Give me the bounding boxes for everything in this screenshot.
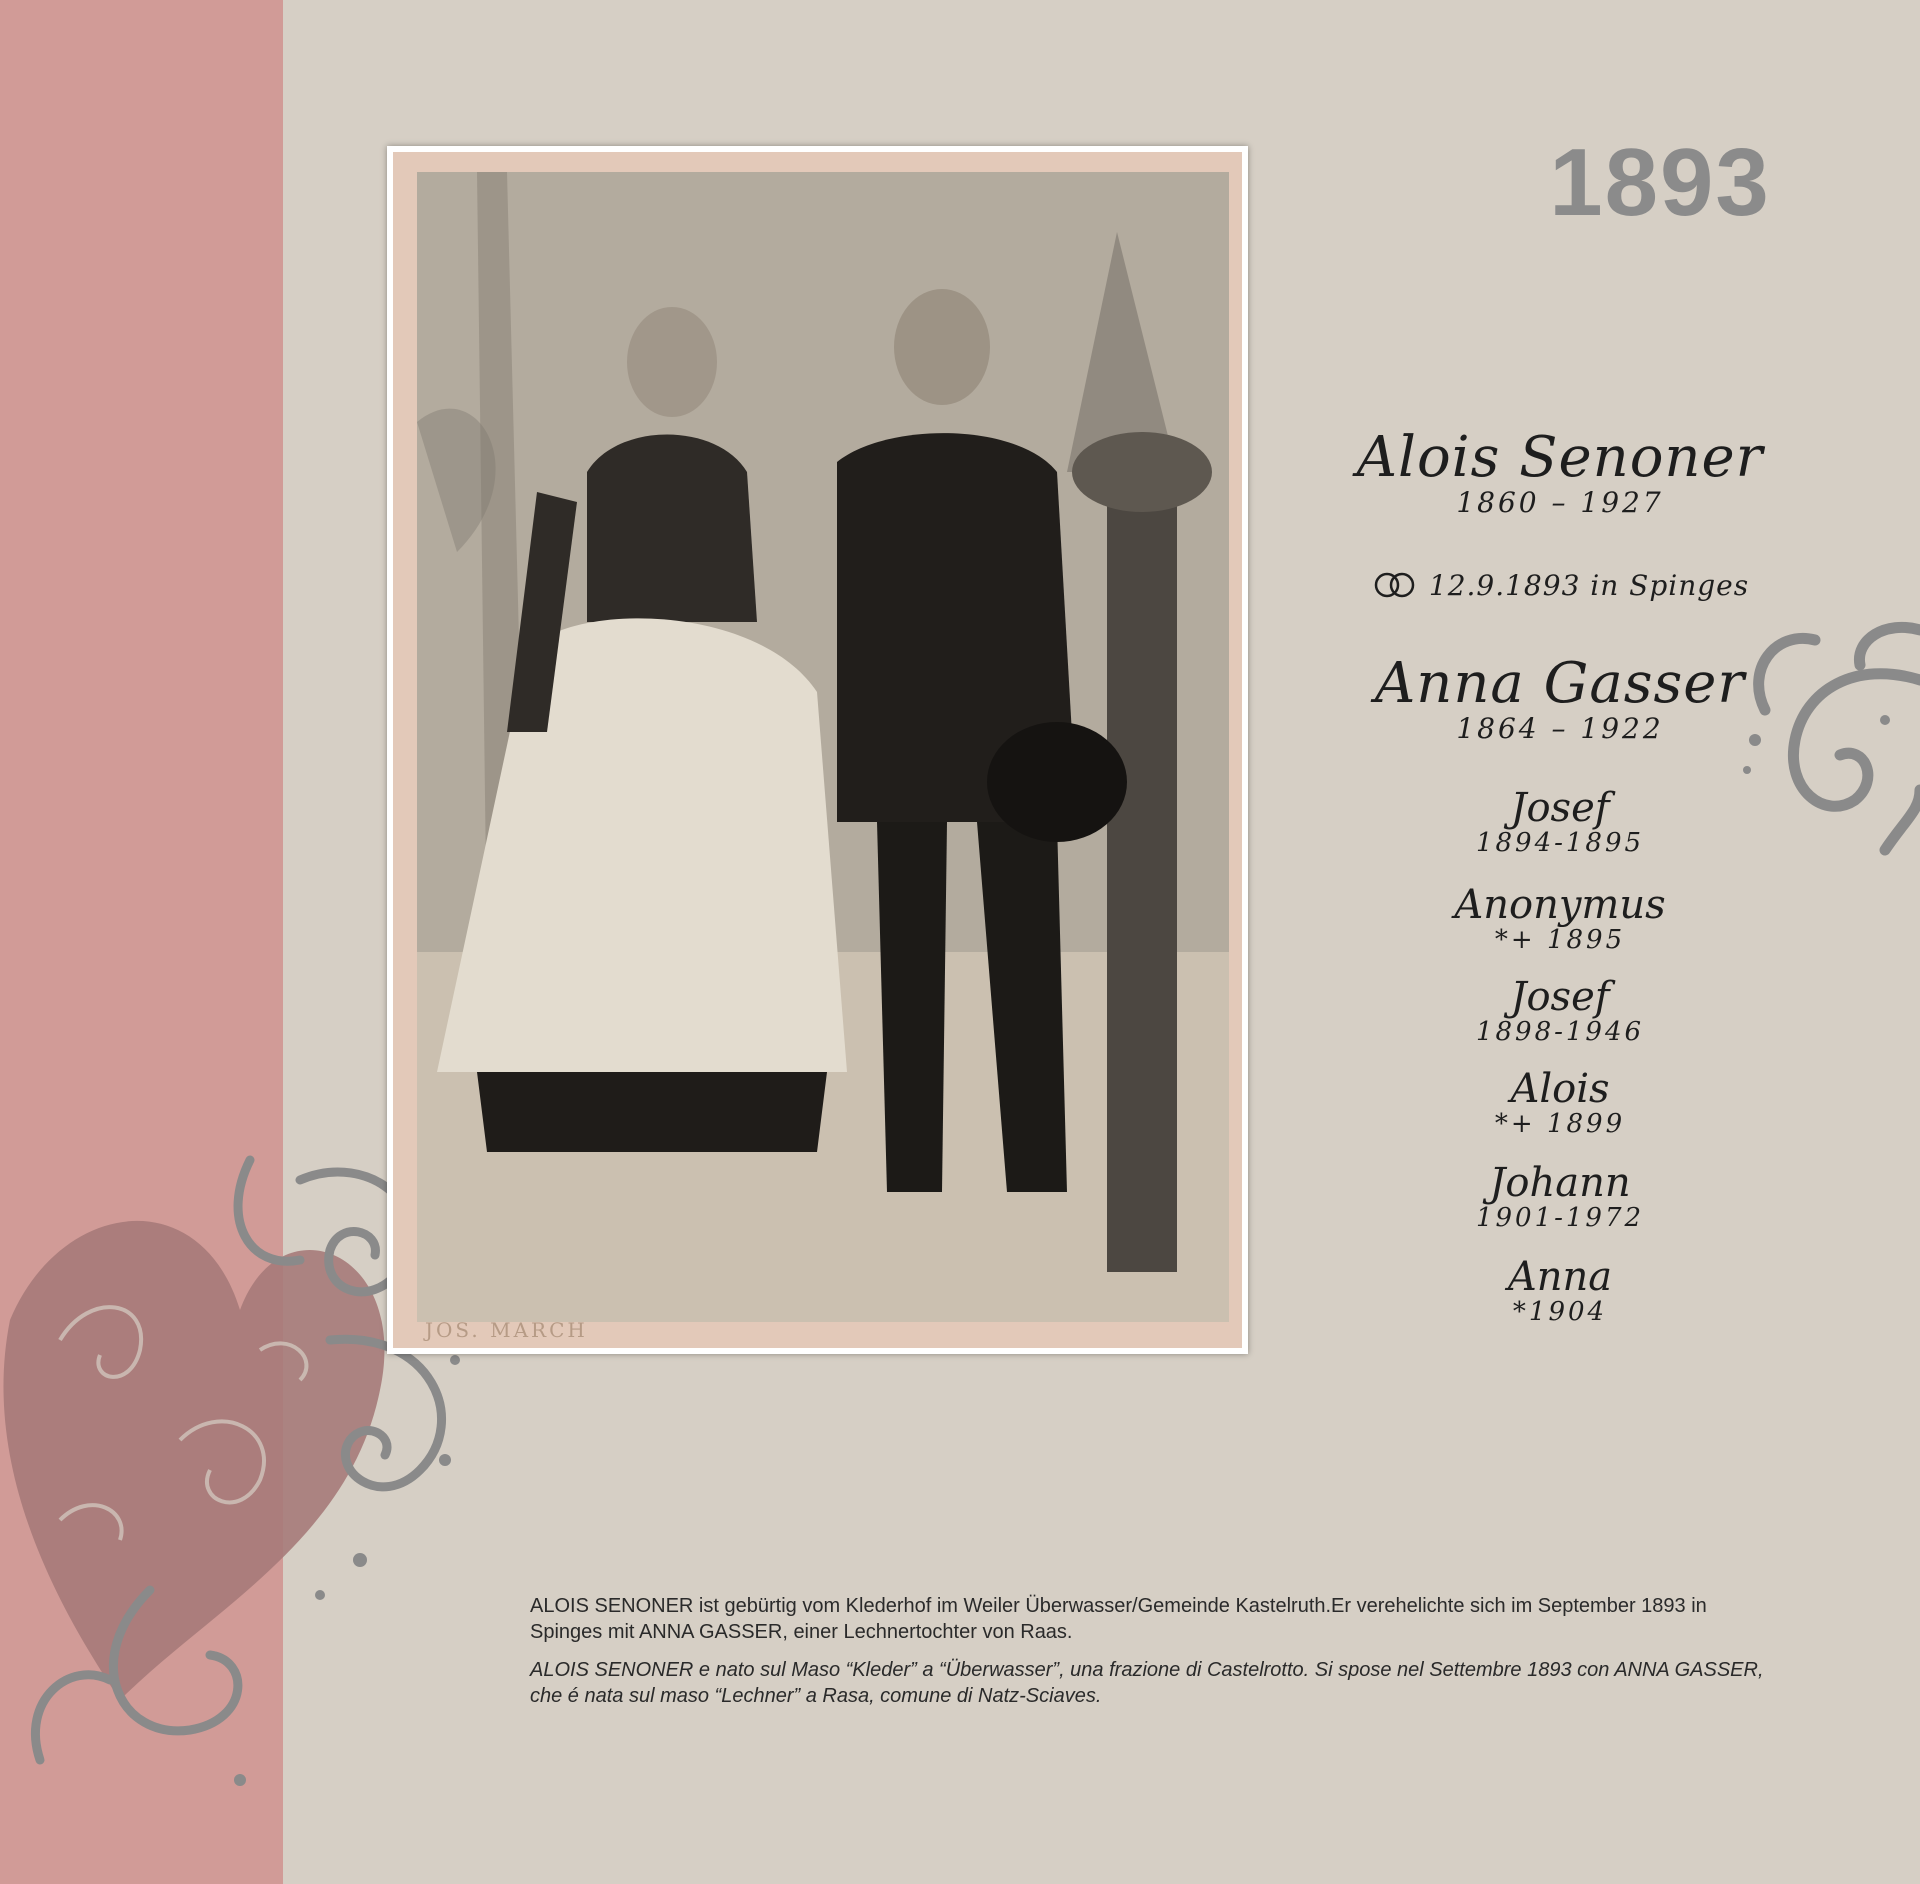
child-name: Josef [1510, 974, 1610, 1021]
child-entry [1290, 884, 1830, 956]
wife-dates: 1864 – 1922 [1456, 711, 1664, 745]
photo-mount [393, 152, 1242, 1348]
child-dates: *+ 1899 [1494, 1109, 1626, 1140]
marriage-text: 12.9.1893 in Spinges [1428, 568, 1750, 602]
photo-print [417, 172, 1229, 1322]
marriage-line [1290, 569, 1830, 602]
child-entry [1290, 976, 1830, 1048]
child-entry [1290, 1256, 1830, 1328]
husband-name: Alois Senoner [1356, 425, 1764, 490]
caption-block [530, 1593, 1770, 1721]
child-name: Alois [1510, 1066, 1610, 1113]
child-name: Anonymus [1454, 882, 1666, 929]
child-entry [1290, 784, 1830, 859]
year-heading: 1893 [1549, 129, 1771, 236]
child-dates: 1901-1972 [1475, 1203, 1645, 1234]
caption-german: ALOIS SENONER ist gebürtig vom Klederhof im Weiler Überwasser/Gemeinde Kastelruth.Er verehelichte sich im September 1893 in Spinges mit ANNA GASSER, einer Lechnertochter von Raas. [530, 1595, 1707, 1643]
child-entry [1290, 1068, 1830, 1140]
caption-italian: ALOIS SENONER e nato sul Maso “Kleder” a “Überwasser”, una frazione di Castelrotto. Si spose nel Settembre 1893 con ANNA GASSER, che é nata sul maso “Lechner” a Rasa, comune di Natz-Sciaves. [530, 1659, 1764, 1707]
child-dates: 1894-1895 [1475, 827, 1645, 858]
wedding-photograph [387, 146, 1248, 1354]
child-dates: 1898-1946 [1475, 1017, 1645, 1048]
wife-name: Anna Gasser [1374, 650, 1746, 716]
child-name: Johann [1489, 1160, 1631, 1207]
wedding-rings-icon [1371, 571, 1419, 599]
child-name: Josef [1510, 784, 1610, 831]
child-entry [1290, 1162, 1830, 1234]
child-name: Anna [1507, 1254, 1613, 1301]
child-dates: *1904 [1512, 1297, 1608, 1328]
family-names [1290, 425, 1830, 1328]
husband-dates: 1860 – 1927 [1456, 486, 1664, 519]
child-dates: *+ 1895 [1494, 925, 1626, 956]
photographer-mark: JOS. MARCH [425, 1318, 588, 1342]
